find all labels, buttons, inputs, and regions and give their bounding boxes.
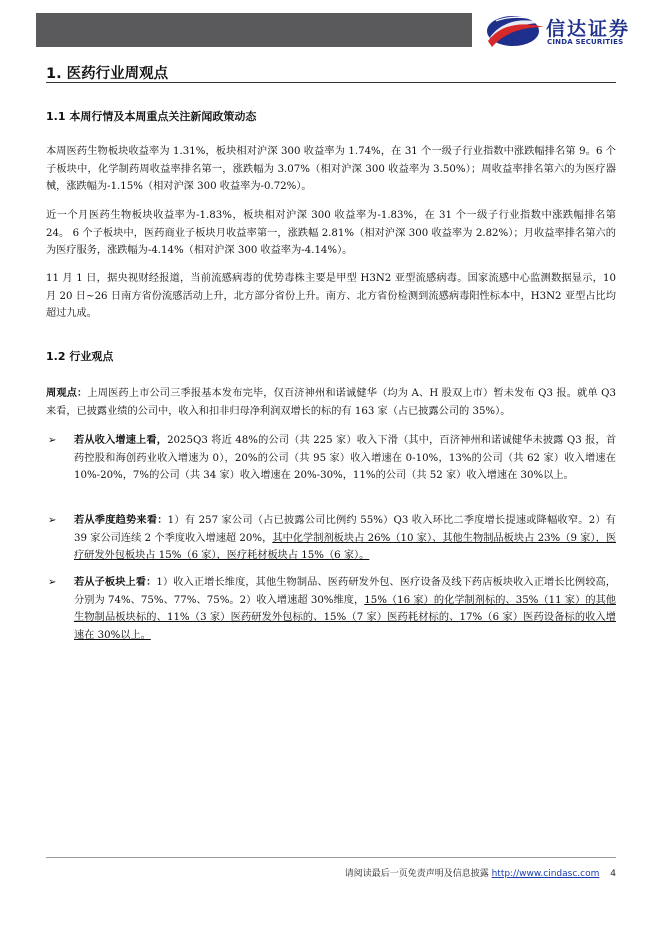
- footer: [345, 866, 616, 879]
- paragraph-weekly-view: [46, 385, 616, 420]
- paragraph-weekly: 本周医药生物板块收益率为 1.31%，板块相对沪深 300 收益率为 1.74%，在 31 个一级子行业指数中涨跌幅排名第 9。6 个子板块中，化学制药周收益率排名第一，涨跌幅为 3.07%（相对沪深 300 收益率为 3.50%）；周收益率排名第六的为医疗器械，涨跌幅为-1.15%（相对沪深 300 收益率为-0.72%）。: [46, 146, 616, 192]
- bullet-sector-highlight: 15%（16 家）的化学制剂标的、35%（11 家）的其他生物制品板块标的、11%（3 家）医药研发外包标的、15%（7 家）医药耗材标的、17%（6 家）医药设备标的收入增速在 30%以上。: [74, 594, 616, 641]
- cinda-logo-icon: [486, 13, 544, 49]
- weekly-view-text: 上周医药上市公司三季报基本发布完毕，仅百济神州和诺诚健华（均为 A、H 股双上市）暂未发布 Q3 报。就单 Q3 来看，已披露业绩的公司中，收入和扣非归母净利润双增长的标的有 163 家（占已披露公司的 35%）。: [46, 388, 616, 417]
- subsection-title-views: 1.2 行业观点: [46, 350, 114, 363]
- section-title-rule: [46, 82, 616, 83]
- arrow-bullet-icon: ➢: [48, 577, 57, 588]
- header-bar: [36, 13, 472, 47]
- page-number: 4: [610, 869, 616, 879]
- footer-disclaimer: 请阅读最后一页免责声明及信息披露: [344, 869, 489, 879]
- bullet-sector-label: 若从子板块上看：: [74, 576, 157, 588]
- footer-rule: [46, 857, 616, 858]
- bullet-revenue-text: [74, 432, 616, 485]
- bullet-revenue-label: 若从收入增速上看，: [74, 434, 168, 446]
- bullet-sector-body: 1）收入正增长维度，其他生物制品、医药研发外包、医疗设备及线下药店板块收入正增长比例较高，分别为 74%、75%、77%、75%。2）收入增速超 30%维度，: [74, 577, 616, 606]
- bullet-revenue-body: 2025Q3 将近 48%的公司（共 225 家）收入下滑（其中，百济神州和诺诚健华未披露 Q3 报，首药控股和海创药业收入增速为 0），20%的公司（共 95 家）收入增速在 0-10%，13%的公司（共 62 家）收入增速在 10%-20%，7%的公司（共 34 家）收入增速在 20%-30%，11%的公司（共 52 家）收入增速在 30%以上。: [74, 435, 617, 481]
- paragraph-flu-news: 11 月 1 日，据央视财经报道，当前流感病毒的优势毒株主要是甲型 H3N2 亚型流感病毒。国家流感中心监测数据显示，10 月 20 日~26 日南方省份流感活动上升，北方部分省份上升。南方、北方省份检测到流感病毒阳性标本中，H3N2 亚型占比均超过九成。: [46, 273, 616, 319]
- bullet-quarter-text: [74, 512, 616, 565]
- section-title: 1. 医药行业周观点: [46, 66, 169, 82]
- cinda-logo: [486, 13, 636, 49]
- bullet-sector-text: [74, 574, 616, 644]
- arrow-bullet-icon: ➢: [48, 515, 57, 526]
- arrow-bullet-icon: ➢: [48, 435, 57, 446]
- logo-text-en: CINDA SECURITIES: [547, 38, 624, 46]
- bullet-quarter-highlight: 其中化学制剂板块占 26%（10 家）、其他生物制品板块占 23%（9 家），医疗研发外包板块占 15%（6 家），医疗耗材板块占 15%（6 家）。: [74, 532, 617, 561]
- subsection-title-market: 1.1 本周行情及本周重点关注新闻政策动态: [46, 110, 257, 123]
- paragraph-monthly: 近一个月医药生物板块收益率为-1.83%，板块相对沪深 300 收益率为-1.83%，在 31 个一级子行业指数中涨跌幅排名第 24。 6 个子板块中，医药商业子板块月收益率第一，涨跌幅 2.81%（相对沪深 300 收益率为 2.82%）；月收益率排名第六的为医疗服务，涨跌幅为-4.14%（相对沪深 300 收益率为-4.14%）。: [46, 210, 616, 256]
- bullet-quarter-body: 1）有 257 家公司（占已披露公司比例约 55%）Q3 收入环比二季度增长提速或降幅收窄。2）有 39 家公司连续 2 个季度收入增速超 20%，: [74, 515, 616, 544]
- bullet-quarter-label: 若从季度趋势来看：: [74, 514, 168, 526]
- footer-website-link[interactable]: http://www.cindasc.com: [491, 869, 600, 879]
- logo-text-cn: 信达证券: [546, 18, 631, 40]
- weekly-view-label: 周观点：: [46, 387, 88, 399]
